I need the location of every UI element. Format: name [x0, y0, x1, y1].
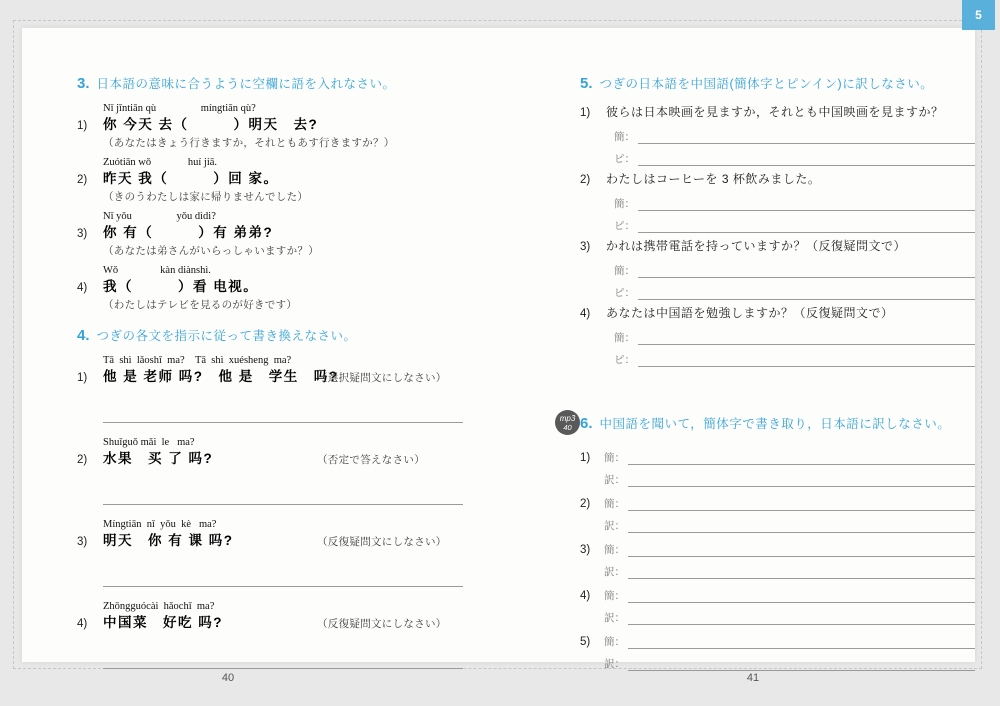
- translation-item: [580, 170, 975, 233]
- item-number: 1): [580, 107, 591, 119]
- answer-line: [638, 331, 975, 345]
- answer-line: [628, 473, 975, 487]
- rewrite-item: [77, 437, 497, 505]
- japanese-hint: （あなたは弟さんがいらっしゃいますか？）: [103, 245, 319, 257]
- instruction-note: （反復疑問文にしなさい）: [317, 618, 447, 630]
- chinese-sentence: 昨天 我（ ）回 家。: [103, 171, 279, 186]
- item-number: 3): [580, 544, 591, 556]
- pinyin-label: ピ：: [614, 354, 635, 366]
- section-5: [580, 74, 975, 371]
- chinese-sentence: 中国菜 好吃 吗?: [103, 615, 223, 630]
- translation-label: 訳：: [604, 474, 625, 486]
- mp3-audio-badge: [555, 410, 580, 435]
- section-title: 日本語の意味に合うように空欄に語を入れなさい。: [96, 77, 396, 91]
- japanese-sentence: あなたは中国語を勉強しますか？（反復疑問文で）: [606, 306, 894, 320]
- rewrite-item: [77, 355, 497, 423]
- translation-item: [580, 304, 975, 367]
- translation-label: 訳：: [604, 520, 625, 532]
- simplified-label: 簡：: [604, 636, 625, 648]
- section-6: [559, 414, 975, 673]
- answer-line: [628, 611, 975, 625]
- simplified-label: 簡：: [614, 198, 635, 210]
- answer-line: [103, 668, 463, 669]
- japanese-sentence: かれは携帯電話を持っていますか？（反復疑問文で）: [606, 239, 907, 253]
- section-number: 3.: [77, 75, 90, 92]
- simplified-label: 簡：: [604, 498, 625, 510]
- item-number: 2): [77, 454, 88, 466]
- japanese-sentence: 彼らは日本映画を見ますか，それとも中国映画を見ますか？: [606, 105, 944, 119]
- instruction-note: （選択疑問文にしなさい）: [317, 372, 447, 384]
- translation-item: [580, 237, 975, 300]
- chinese-sentence: 明天 你 有 课 吗?: [103, 533, 234, 548]
- chinese-sentence: 他 是 老师 吗? 他 是 学生 吗?: [103, 369, 339, 384]
- mp3-label: mp3: [559, 414, 576, 423]
- item-number: 2): [77, 174, 88, 186]
- listening-item: [580, 489, 975, 533]
- japanese-hint: （きのうわたしは家に帰りませんでした）: [103, 191, 309, 203]
- section-number: 4.: [77, 327, 90, 344]
- pinyin-label: ピ：: [614, 287, 635, 299]
- answer-line: [103, 504, 463, 505]
- answer-line: [638, 264, 975, 278]
- simplified-label: 簡：: [614, 332, 635, 344]
- item-number: 1): [77, 120, 88, 132]
- item-number: 4): [580, 308, 591, 320]
- pinyin-line: Shuǐguǒ mǎi le ma?: [103, 437, 195, 448]
- simplified-label: 簡：: [604, 544, 625, 556]
- pinyin-line: Nǐ jīntiān qù míngtiān qù?: [103, 103, 256, 114]
- answer-line: [628, 635, 975, 649]
- section-4-heading: [77, 326, 497, 345]
- pinyin-label: ピ：: [614, 153, 635, 165]
- translation-item: [580, 103, 975, 166]
- item-number: 4): [77, 282, 88, 294]
- section-6-heading: [559, 414, 975, 433]
- answer-line: [628, 451, 975, 465]
- section-4: [77, 326, 497, 683]
- listening-item: [580, 627, 975, 671]
- answer-line: [638, 286, 975, 300]
- exercise-item: [77, 211, 497, 259]
- instruction-note: （反復疑問文にしなさい）: [317, 536, 447, 548]
- track-number: 40: [563, 423, 572, 432]
- pinyin-line: Nǐ yǒu yǒu dìdi?: [103, 211, 216, 222]
- listening-item: [580, 443, 975, 487]
- answer-line: [628, 565, 975, 579]
- rewrite-item: [77, 601, 497, 669]
- exercise-item: [77, 265, 497, 313]
- item-number: 1): [580, 452, 591, 464]
- item-number: 5): [580, 636, 591, 648]
- item-number: 1): [77, 372, 88, 384]
- answer-line: [638, 130, 975, 144]
- answer-line: [628, 589, 975, 603]
- page-number-right: 41: [746, 672, 760, 684]
- chinese-sentence: 你 有（ ）有 弟弟?: [103, 225, 274, 240]
- japanese-hint: （わたしはテレビを見るのが好きです）: [103, 299, 298, 311]
- simplified-label: 簡：: [614, 265, 635, 277]
- answer-line: [103, 422, 463, 423]
- item-number: 2): [580, 498, 591, 510]
- section-title: つぎの各文を指示に従って書き換えなさい。: [96, 329, 357, 343]
- section-5-heading: [580, 74, 975, 93]
- item-number: 2): [580, 174, 591, 186]
- section-number: 6.: [580, 415, 593, 432]
- japanese-sentence: わたしはコーヒーを 3 杯飲みました。: [606, 172, 821, 186]
- pinyin-line: Míngtiān nǐ yǒu kè ma?: [103, 519, 217, 530]
- simplified-label: 簡：: [604, 590, 625, 602]
- exercise-item: [77, 157, 497, 205]
- listening-item: [580, 581, 975, 625]
- chapter-tab-number: 5: [975, 8, 982, 22]
- answer-line: [638, 219, 975, 233]
- answer-line: [628, 657, 975, 671]
- answer-line: [638, 353, 975, 367]
- page-area: [22, 28, 975, 670]
- translation-label: 訳：: [604, 612, 625, 624]
- listening-item: [580, 535, 975, 579]
- simplified-label: 簡：: [614, 131, 635, 143]
- answer-line: [638, 197, 975, 211]
- section-title: 中国語を聞いて，簡体字で書き取り，日本語に訳しなさい。: [599, 417, 951, 431]
- translation-label: 訳：: [604, 658, 625, 670]
- section-number: 5.: [580, 75, 593, 92]
- item-number: 4): [77, 618, 88, 630]
- item-number: 3): [77, 228, 88, 240]
- item-number: 3): [580, 241, 591, 253]
- simplified-label: 簡：: [604, 452, 625, 464]
- item-number: 4): [580, 590, 591, 602]
- answer-line: [628, 543, 975, 557]
- answer-line: [103, 586, 463, 587]
- pinyin-line: Zhōngguócài hǎochī ma?: [103, 601, 215, 612]
- pinyin-line: Tā shì lǎoshī ma? Tā shì xuésheng ma?: [103, 355, 292, 366]
- chinese-sentence: 你 今天 去（ ）明天 去?: [103, 117, 319, 132]
- answer-line: [638, 152, 975, 166]
- section-3: [77, 74, 497, 319]
- pinyin-line: Wǒ kàn diànshì.: [103, 265, 211, 276]
- rewrite-item: [77, 519, 497, 587]
- japanese-hint: （あなたはきょう行きますか，それともあす行きますか？）: [103, 137, 395, 149]
- chinese-sentence: 水果 买 了 吗?: [103, 451, 214, 466]
- pinyin-line: Zuótiān wǒ huí jiā.: [103, 157, 218, 168]
- pinyin-label: ピ：: [614, 220, 635, 232]
- section-3-heading: [77, 74, 497, 93]
- instruction-note: （否定で答えなさい）: [317, 454, 425, 466]
- answer-line: [628, 519, 975, 533]
- translation-label: 訳：: [604, 566, 625, 578]
- page-number-left: 40: [221, 672, 235, 684]
- section-title: つぎの日本語を中国語(簡体字とピンイン)に訳しなさい。: [599, 77, 934, 91]
- chinese-sentence: 我（ ）看 电视。: [103, 279, 259, 294]
- item-number: 3): [77, 536, 88, 548]
- chapter-tab: [962, 0, 995, 30]
- answer-line: [628, 497, 975, 511]
- exercise-item: [77, 103, 497, 151]
